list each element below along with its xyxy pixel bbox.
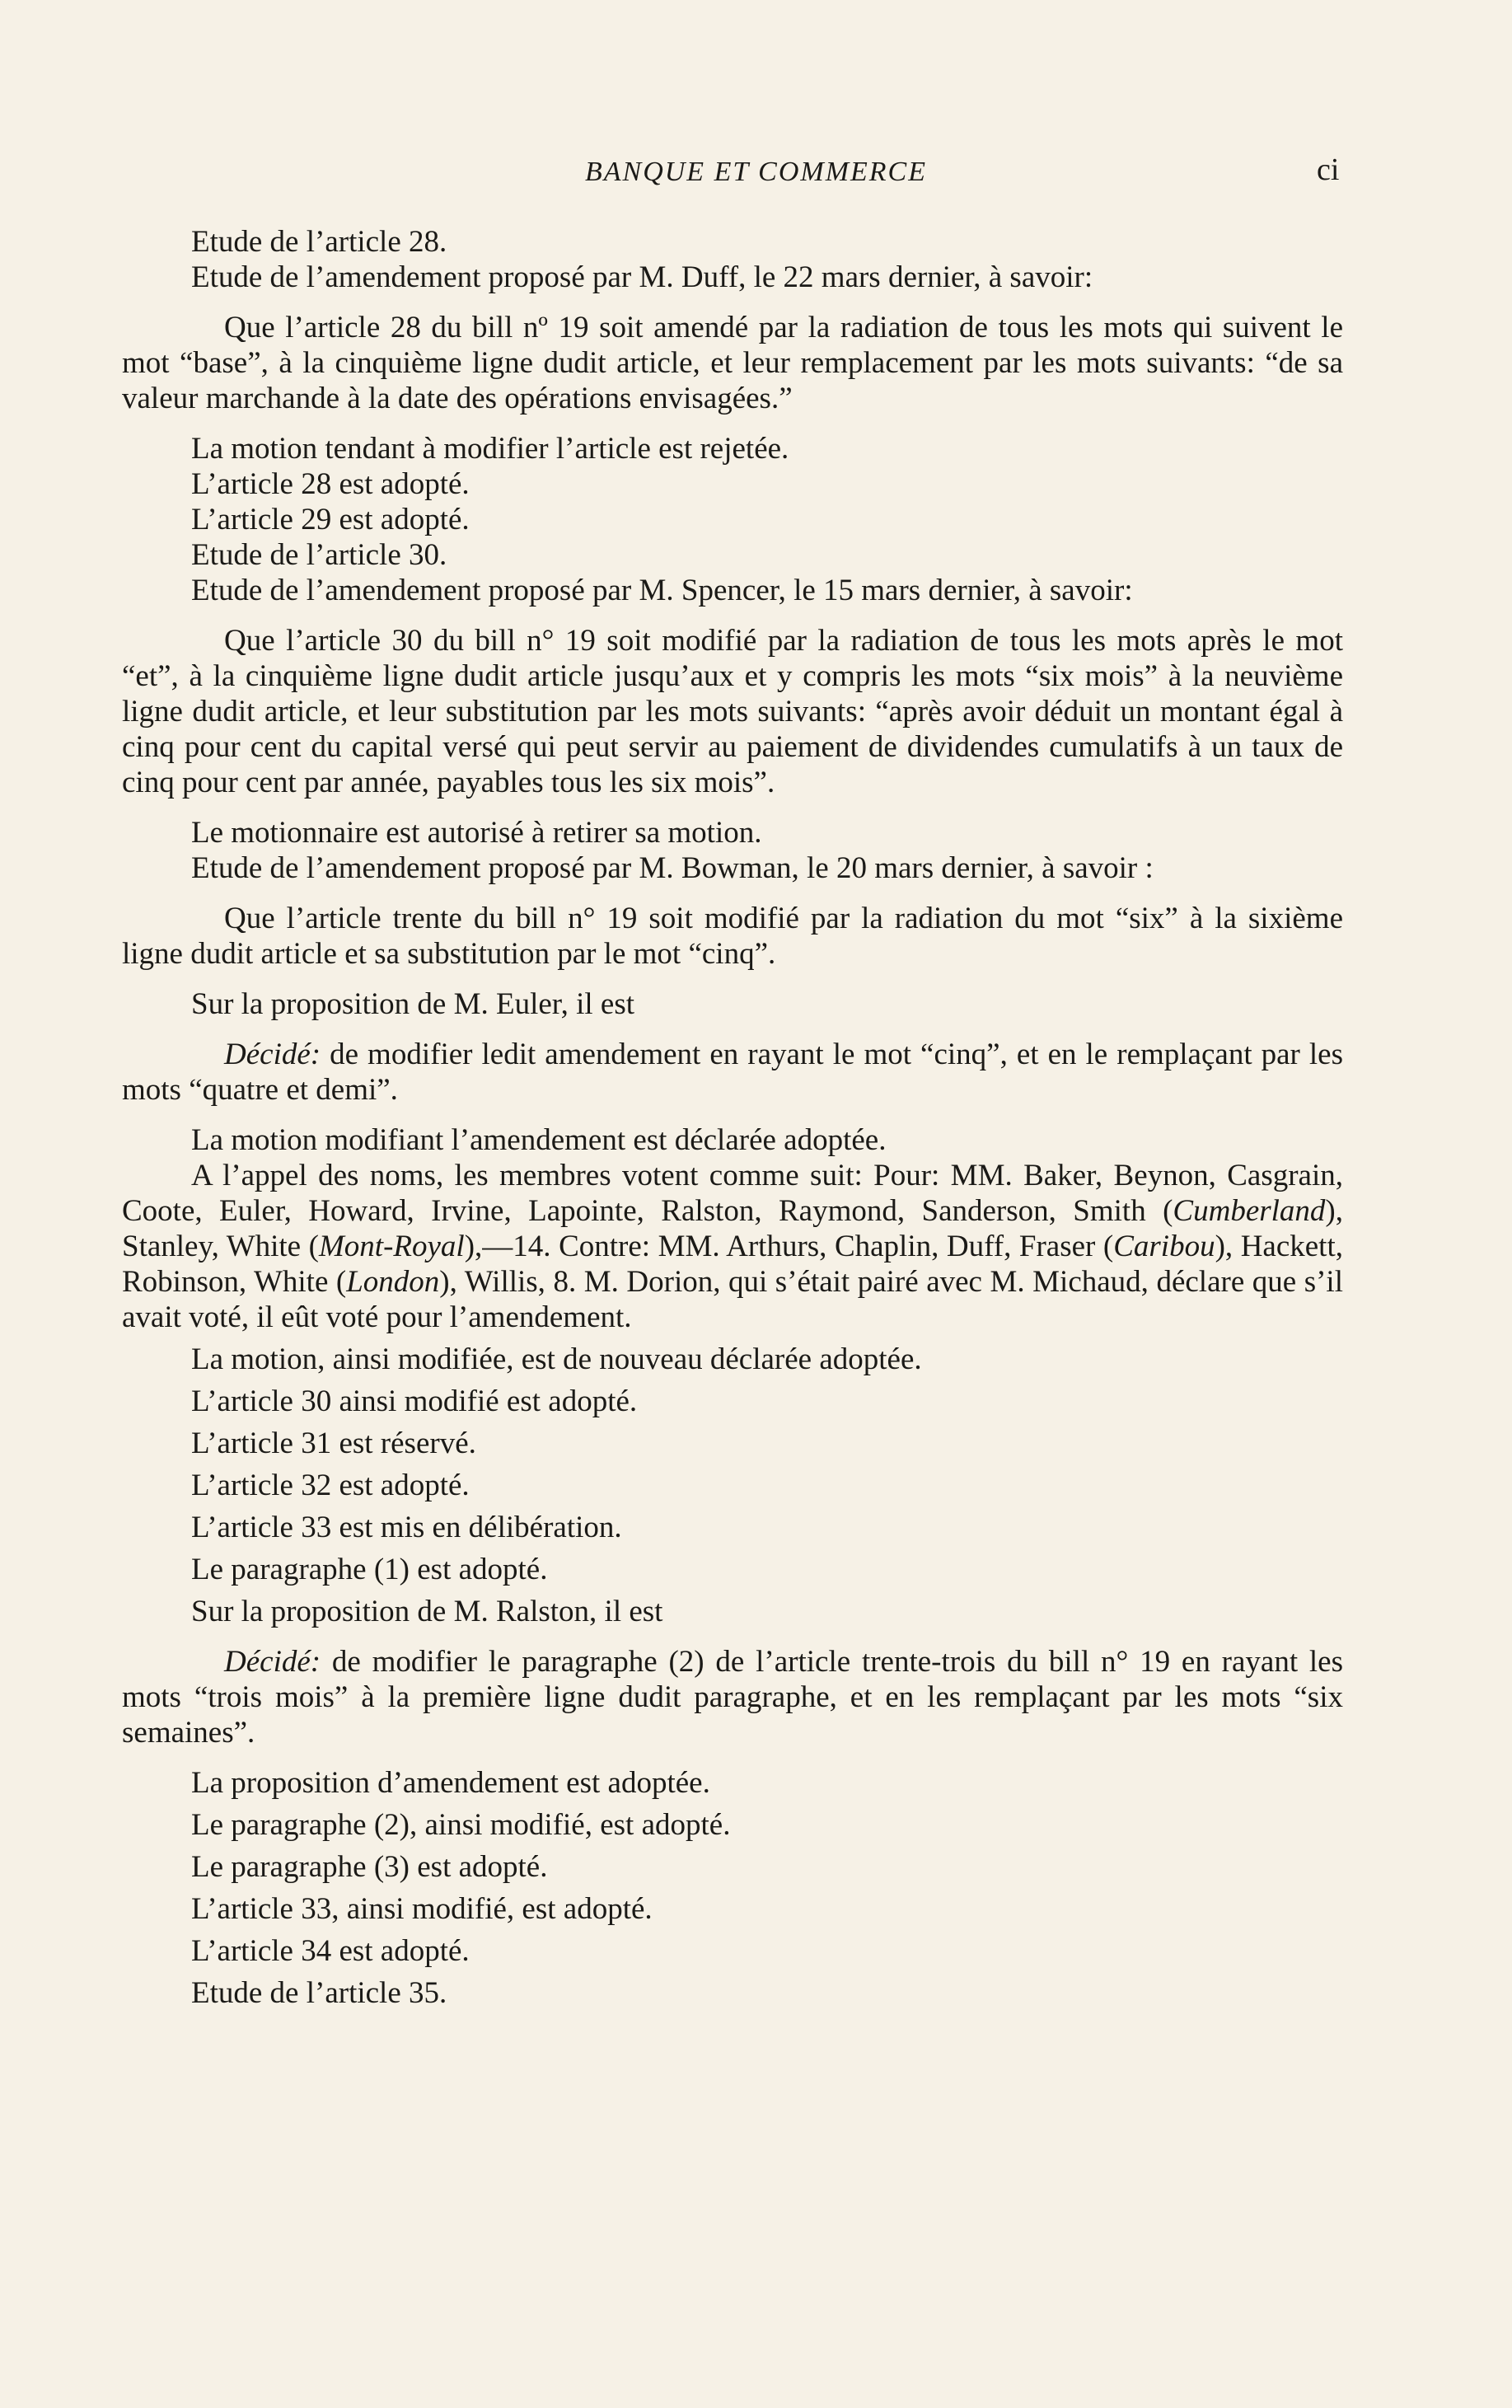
paragraph: L’article 31 est réservé. <box>191 1427 476 1460</box>
document-body <box>122 224 1343 2011</box>
decision-text: de modifier le paragraphe (2) de l’article trente-trois du bill n° 19 en rayant les mots “trois mois” à la première ligne dudit paragraphe, et en les remplaçant par les mots “six semaines”. <box>122 1645 1343 1750</box>
paragraph: L’article 33 est mis en délibération. <box>191 1511 622 1544</box>
paragraph: Etude de l’article 28. <box>191 225 447 259</box>
paragraph: Etude de l’amendement proposé par M. Spencer, le 15 mars dernier, à savoir: <box>191 574 1133 607</box>
paragraph: Sur la proposition de M. Ralston, il est <box>191 1595 663 1628</box>
riding-name: Cumberland <box>1173 1194 1326 1228</box>
quoted-amendment: Que l’article 30 du bill n° 19 soit modifié par la radiation de tous les mots après le mot “et”, à la cinquième ligne dudit article jusqu’aux et y compris les mots “six mois” à la neuvième ligne dudit article, et leur substitution par les mots suivants: “après avoir déduit un montant égal à cinq pour cent du capital versé qui peut servir au paiement de dividendes cumulatifs à un taux de cinq pour cent par année, payables tous les six mois”. <box>122 624 1343 799</box>
page-number: ci <box>1317 152 1340 187</box>
paragraph: Le paragraphe (2), ainsi modifié, est adopté. <box>191 1808 731 1842</box>
vote-text: ), Hackett, Robinson, White ( <box>122 1230 1343 1299</box>
vote-text: ), Willis, 8. M. Dorion, qui s’était pairé avec M. Michaud, déclare que s’il avait voté, il eût voté pour l’amendement. <box>122 1265 1343 1334</box>
paragraph: L’article 29 est adopté. <box>191 503 470 536</box>
decision-label: Décidé: <box>224 1038 321 1071</box>
quoted-amendment: Que l’article 28 du bill nº 19 soit amendé par la radiation de tous les mots qui suivent le mot “base”, à la cinquième ligne dudit article, et leur remplacement par les mots suivants: “de sa valeur marchande à la date des opérations envisagées.” <box>122 311 1343 415</box>
paragraph: L’article 28 est adopté. <box>191 467 470 501</box>
paragraph: La motion tendant à modifier l’article est rejetée. <box>191 432 789 466</box>
paragraph: Le paragraphe (1) est adopté. <box>191 1553 548 1586</box>
paragraph: La motion, ainsi modifiée, est de nouveau déclarée adoptée. <box>191 1342 922 1376</box>
running-head: BANQUE ET COMMERCE <box>584 157 927 187</box>
paragraph: Le paragraphe (3) est adopté. <box>191 1850 548 1884</box>
vote-record <box>122 1158 1343 1335</box>
paragraph: Sur la proposition de M. Euler, il est <box>191 987 635 1021</box>
riding-name: London <box>346 1265 440 1299</box>
decision <box>122 1037 1343 1108</box>
paragraph: Etude de l’amendement proposé par M. Bowman, le 20 mars dernier, à savoir : <box>191 851 1154 885</box>
quoted-amendment: Que l’article trente du bill n° 19 soit modifié par la radiation du mot “six” à la sixième ligne dudit article et sa substitution par le mot “cinq”. <box>122 902 1343 971</box>
paragraph: Etude de l’article 30. <box>191 538 447 572</box>
paragraph: L’article 30 ainsi modifié est adopté. <box>191 1384 638 1418</box>
riding-name: Mont-Royal <box>318 1230 465 1263</box>
decision-label: Décidé: <box>224 1645 321 1679</box>
vote-text: ), Stanley, White ( <box>122 1194 1343 1263</box>
paragraph: L’article 33, ainsi modifié, est adopté. <box>191 1892 653 1926</box>
paragraph: La motion modifiant l’amendement est déclarée adoptée. <box>191 1123 887 1157</box>
paragraph: L’article 34 est adopté. <box>191 1934 470 1968</box>
paragraph: Etude de l’amendement proposé par M. Duff, le 22 mars dernier, à savoir: <box>191 260 1093 294</box>
vote-text: A l’appel des noms, les membres votent comme suit: Pour: MM. Baker, Beynon, Casgrain, Coote, Euler, Howard, Irvine, Lapointe, Ralston, Raymond, Sanderson, Smith ( <box>122 1159 1343 1228</box>
paragraph: La proposition d’amendement est adoptée. <box>191 1766 710 1800</box>
paragraph: Etude de l’article 35. <box>191 1976 447 2010</box>
paragraph: Le motionnaire est autorisé à retirer sa motion. <box>191 816 762 850</box>
paragraph: L’article 32 est adopté. <box>191 1469 470 1502</box>
riding-name: Caribou <box>1113 1230 1215 1263</box>
decision <box>122 1644 1343 1750</box>
decision-text: de modifier ledit amendement en rayant le mot “cinq”, et en le remplaçant par les mots “quatre et demi”. <box>122 1038 1343 1107</box>
vote-text: ),—14. Contre: MM. Arthurs, Chaplin, Duff, Fraser ( <box>464 1230 1114 1263</box>
